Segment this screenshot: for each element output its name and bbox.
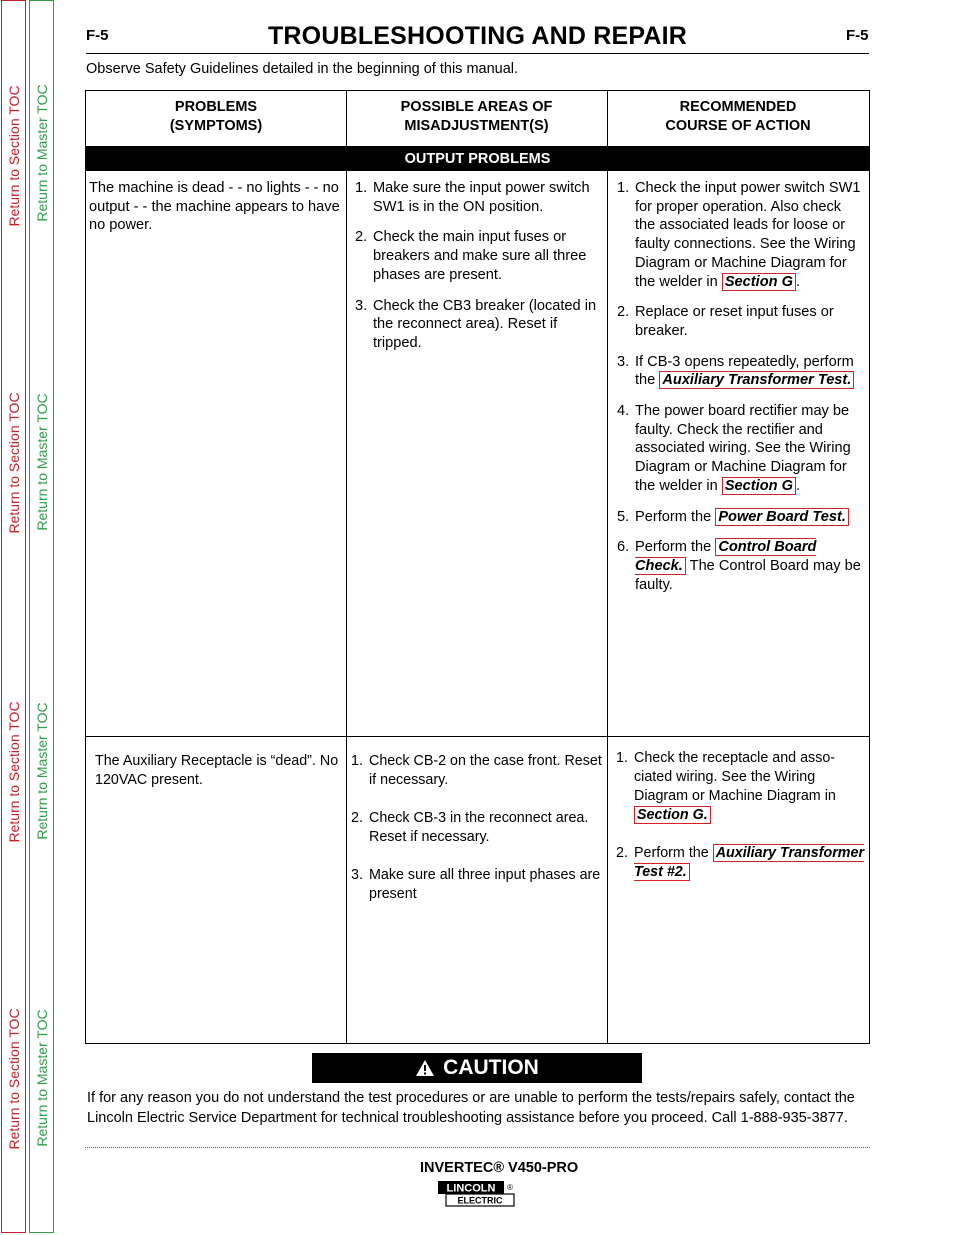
item-number: 1. [355, 180, 368, 196]
item-text: If CB-3 opens repeatedly, perform the [635, 353, 854, 389]
action-item [617, 353, 863, 390]
action-item [617, 402, 863, 496]
item-text: Replace or reset input fuses or breaker. [635, 304, 834, 339]
row2-areas [351, 752, 603, 923]
header-line: POSSIBLE AREAS OF [400, 99, 553, 115]
logo-text-lincoln: LINCOLN [446, 1182, 496, 1195]
item-text: Check the CB3 breaker (located in the reconnect area). Reset if tripped. [373, 297, 597, 351]
item-text: The power board rectifier may be faulty. Check the rectifier and associated wiring. See the Wiring Diagram or Machine Diagram for the welder in [635, 403, 851, 494]
area-item [355, 228, 601, 284]
action-item [617, 508, 863, 527]
action-item [617, 303, 863, 340]
section-band: OUTPUT PROBLEMS [86, 147, 869, 171]
item-text: Check CB-3 in the reconnect area. Reset if necessary. [369, 810, 589, 845]
action-item [617, 538, 863, 594]
model-name: INVERTEC® V450-PRO [420, 1160, 579, 1176]
page-title: TROUBLESHOOTING AND REPAIR [267, 22, 688, 50]
return-to-section-toc-link[interactable]: Return to Section TOC [5, 392, 22, 534]
item-text: Check the main input fuses or breakers and make sure all three phases are present. [373, 229, 587, 283]
action-item [616, 844, 864, 882]
section-toc-strip [1, 0, 26, 1233]
auxiliary-transformer-test-2-link[interactable]: Auxiliary Transformer Test #2. [634, 845, 865, 880]
problem-text: The machine is dead - - no lights - - no output - - the machine appears to have no power. [89, 180, 340, 234]
header-line: PROBLEMS [174, 99, 258, 115]
page-number-right: F-5 [846, 27, 869, 44]
logo-text-electric: ELECTRIC [457, 1195, 503, 1206]
header-line: RECOMMENDED [679, 99, 797, 115]
header-line: MISADJUSTMENT(S) [404, 118, 549, 134]
section-g-link[interactable]: Section G [722, 273, 796, 291]
item-text: Make sure the input power switch SW1 is in the ON position. [373, 180, 590, 215]
area-item [351, 752, 603, 790]
action-item [616, 749, 864, 825]
return-to-section-toc-link[interactable]: Return to Section TOC [5, 1008, 22, 1150]
master-toc-strip [29, 0, 54, 1233]
return-to-section-toc-link[interactable]: Return to Section TOC [5, 85, 22, 227]
row-divider [86, 736, 869, 737]
item-text-after: . [795, 273, 800, 290]
warning-triangle-icon [415, 1059, 435, 1077]
item-number: 3. [617, 353, 630, 370]
item-text-after: . [795, 477, 800, 494]
footer-divider [85, 1147, 870, 1148]
item-number: 1. [351, 753, 363, 769]
troubleshooting-table [85, 90, 870, 1044]
logo-registered-mark: ® [507, 1183, 513, 1192]
row2-actions [616, 749, 864, 901]
safety-note: Observe Safety Guidelines detailed in the beginning of this manual. [86, 61, 519, 77]
item-number: 2. [616, 845, 628, 861]
lincoln-electric-logo [437, 1180, 515, 1207]
header-line: COURSE OF ACTION [665, 118, 811, 134]
item-number: 2. [355, 229, 368, 246]
title-divider [86, 53, 869, 54]
item-number: 2. [351, 810, 363, 826]
return-to-master-toc-link[interactable]: Return to Master TOC [33, 393, 50, 531]
item-text: Perform the [634, 845, 709, 861]
column-divider [346, 91, 347, 1043]
control-board-check-link[interactable]: Control Board Check. [635, 539, 817, 574]
item-number: 6. [617, 539, 630, 556]
return-to-master-toc-link[interactable]: Return to Master TOC [33, 84, 50, 222]
item-text: Check the receptacle and asso-ciated wiring. See the Wiring Diagram or Machine Diagram in [634, 750, 836, 804]
return-to-section-toc-link[interactable]: Return to Section TOC [5, 701, 22, 843]
header-problems [86, 91, 346, 146]
area-item [351, 809, 603, 847]
caution-text: If for any reason you do not understand the test procedures or are unable to perform the tests/repairs safely, contact the Lincoln Electric Service Department for technical troubleshooting assistance before you proceed. Call 1-888-935-3877. [87, 1090, 855, 1126]
item-number: 4. [617, 403, 630, 420]
action-item [617, 179, 863, 291]
row1-problem [89, 179, 341, 235]
return-to-master-toc-link[interactable]: Return to Master TOC [33, 1009, 50, 1147]
item-number: 3. [351, 867, 363, 883]
item-text: Perform the [635, 539, 712, 556]
area-item [355, 297, 601, 353]
section-g-link[interactable]: Section G [722, 477, 796, 495]
row2-problem [95, 752, 341, 790]
item-number: 1. [617, 180, 630, 196]
problem-text: The Auxiliary Receptacle is “dead”. No 120VAC present. [95, 753, 339, 788]
item-number: 5. [617, 508, 630, 525]
area-item [351, 866, 603, 904]
section-g-link[interactable]: Section G. [634, 806, 711, 824]
return-to-master-toc-link[interactable]: Return to Master TOC [33, 702, 50, 840]
page-number-left: F-5 [86, 27, 109, 44]
item-text: Make sure all three input phases are present [369, 867, 601, 902]
item-text-after: The Control Board may be faulty. [635, 557, 861, 593]
item-text: Check the input power switch SW1 for proper operation. Also check the associated leads for loose or faulty connections. See the Wiring Diagram or Machine Diagram for the welder in [635, 180, 861, 290]
caution-label: CAUTION [443, 1056, 539, 1079]
item-number: 1. [616, 750, 628, 766]
auxiliary-transformer-test-link[interactable]: Auxiliary Transformer Test. [659, 371, 854, 389]
header-line: (SYMPTOMS) [169, 118, 263, 134]
item-text: Perform the [635, 508, 712, 525]
row1-areas [355, 179, 601, 365]
row1-actions [617, 179, 863, 606]
column-divider [607, 91, 608, 1043]
caution-banner [312, 1053, 642, 1083]
item-number: 2. [617, 304, 630, 321]
header-actions [607, 91, 869, 146]
area-item [355, 179, 601, 216]
item-number: 3. [355, 297, 368, 314]
header-areas [346, 91, 607, 146]
item-text: Check CB-2 on the case front. Reset if necessary. [369, 753, 602, 788]
power-board-test-link[interactable]: Power Board Test. [715, 508, 849, 526]
